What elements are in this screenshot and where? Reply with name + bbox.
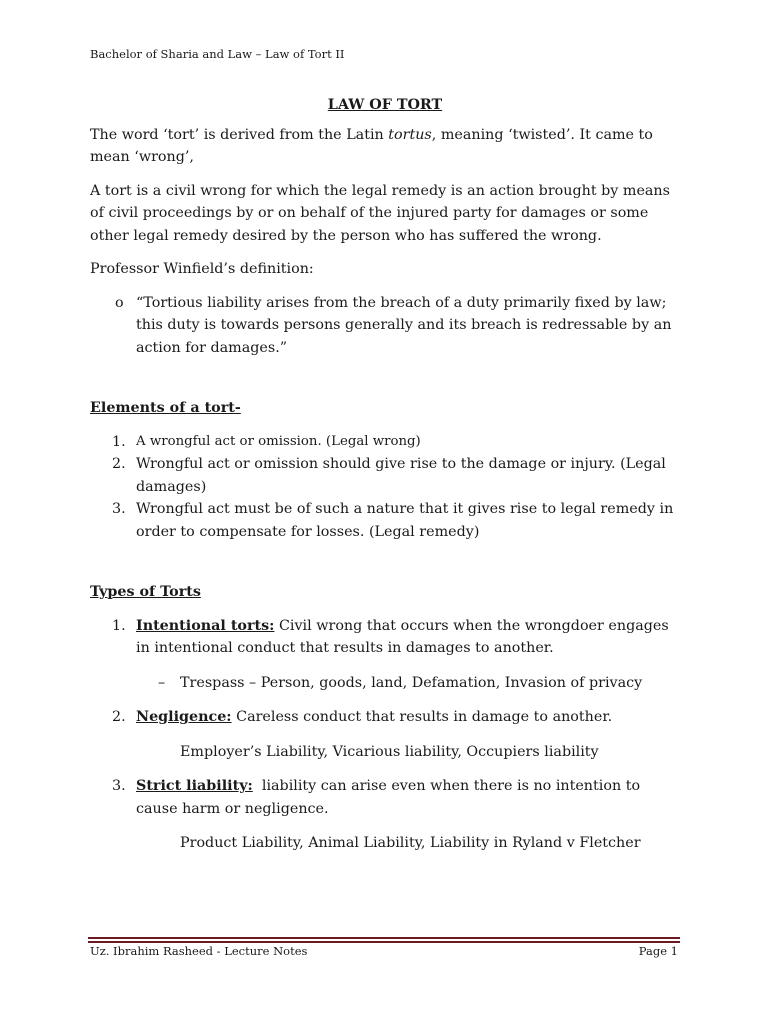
types-heading: Types of Torts xyxy=(90,584,201,600)
list-item xyxy=(90,615,680,660)
item-text: Wrongful act must be of such a nature that it gives rise to legal remedy in order to compensate for losses. (Legal remedy) xyxy=(136,501,674,540)
intro-text-end: , meaning ‘twisted’. It came to mean ‘wrong’, xyxy=(90,126,653,165)
intro-text-start: The word ‘tort’ is derived from the Latin xyxy=(90,126,389,143)
examples-text: Trespass – Person, goods, land, Defamation, Invasion of privacy xyxy=(180,674,643,691)
types-list-continued xyxy=(90,775,680,820)
footer-divider xyxy=(88,941,680,943)
footer-divider xyxy=(88,937,680,939)
list-item xyxy=(90,706,680,729)
list-item xyxy=(90,453,680,498)
latin-term: tortus xyxy=(388,126,432,143)
list-item xyxy=(90,431,680,454)
list-item xyxy=(90,775,680,820)
term-description: Civil wrong that occurs when the wrongdoer engages in intentional conduct that results in damages to another. xyxy=(136,617,669,656)
intentional-examples xyxy=(90,672,680,695)
page-body xyxy=(90,94,680,867)
term-label: Intentional torts: xyxy=(136,617,275,634)
strict-liability-examples: Product Liability, Animal Liability, Liability in Ryland v Fletcher xyxy=(180,835,641,851)
item-text xyxy=(136,775,680,820)
page-title: LAW OF TORT xyxy=(327,97,443,113)
intro-paragraph-1 xyxy=(90,124,680,169)
term-description: Careless conduct that results in damage to another. xyxy=(231,709,613,725)
item-text xyxy=(136,615,680,660)
page-number: Page 1 xyxy=(638,944,678,958)
dash-bullet-icon: – xyxy=(158,674,166,691)
list-item xyxy=(90,498,680,543)
negligence-examples: Employer’s Liability, Vicarious liability, Occupiers liability xyxy=(180,743,599,760)
term-label: Strict liability: xyxy=(136,778,253,794)
item-number: 1. xyxy=(112,433,126,450)
intro-paragraph-3: Professor Winfield’s definition: xyxy=(90,261,314,277)
elements-list xyxy=(90,431,680,544)
item-text: A wrongful act or omission. (Legal wrong) xyxy=(136,433,421,449)
winfield-quote: “Tortious liability arises from the breach of a duty primarily fixed by law; this duty is towards persons generally and its breach is redressable by an action for damages.” xyxy=(136,294,672,356)
types-list xyxy=(90,615,680,660)
item-number: 3. xyxy=(112,501,126,517)
term-label: Negligence: xyxy=(136,709,232,725)
term-description: liability can arise even when there is no intention to cause harm or negligence. xyxy=(136,778,645,817)
item-number: 1. xyxy=(112,617,126,634)
item-number: 2. xyxy=(112,456,126,472)
intro-paragraph-2: A tort is a civil wrong for which the legal remedy is an action brought by means of civil proceedings by or on behalf of the injured party for damages or some other legal remedy desired by the person who has suffered the wrong. xyxy=(90,182,670,244)
types-list-continued xyxy=(90,706,680,729)
circle-bullet-icon: o xyxy=(115,294,124,311)
item-text: Wrongful act or omission should give rise to the damage or injury. (Legal damages) xyxy=(136,456,666,495)
item-number: 2. xyxy=(112,709,126,725)
elements-heading: Elements of a tort- xyxy=(90,400,241,416)
running-head: Bachelor of Sharia and Law – Law of Tort II xyxy=(90,47,345,61)
winfield-quote-item xyxy=(90,292,680,360)
footer-author: Uz. Ibrahim Rasheed - Lecture Notes xyxy=(90,944,308,958)
item-number: 3. xyxy=(112,778,126,794)
item-text xyxy=(136,706,680,729)
